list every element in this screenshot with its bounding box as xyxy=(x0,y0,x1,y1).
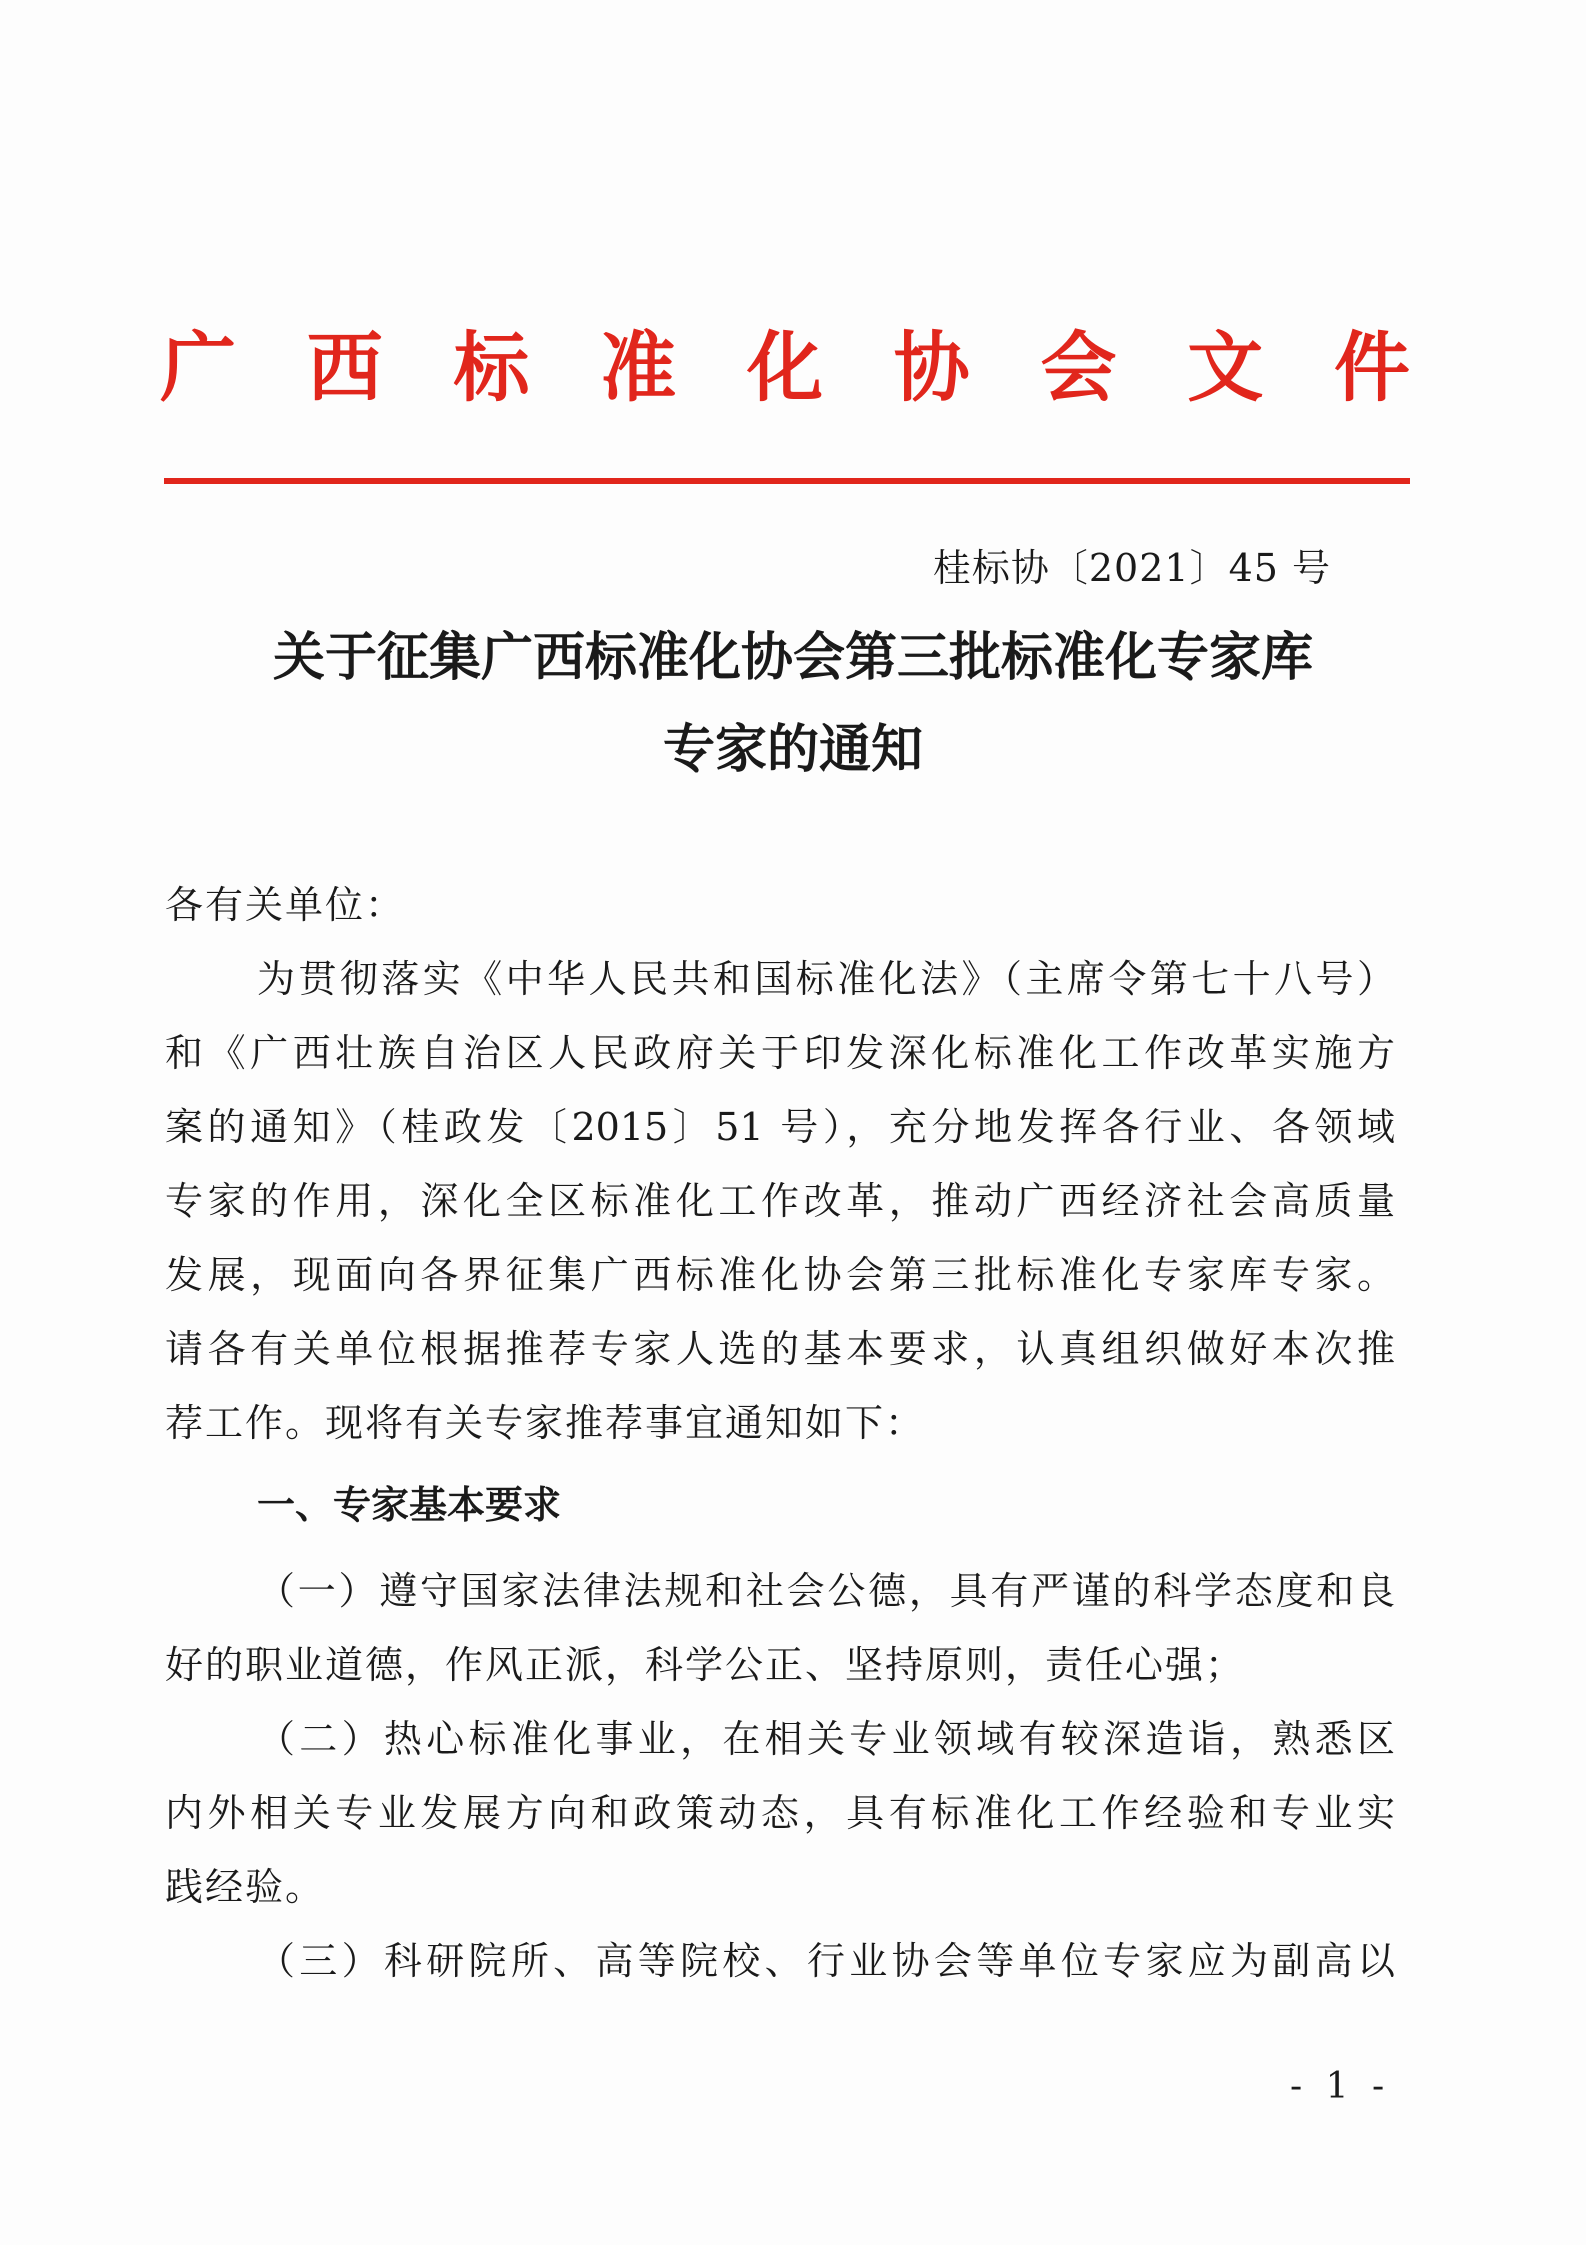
paragraph-line: 内外相关专业发展方向和政策动态，具有标准化工作经验和专业实 xyxy=(165,1791,1395,1835)
paragraph-line: （二）热心标准化事业，在相关专业领域有较深造诣，熟悉区 xyxy=(257,1717,1395,1761)
document-number: 桂标协〔2021〕45 号 xyxy=(932,546,1331,590)
letterhead xyxy=(160,318,1410,418)
letterhead-char: 文 xyxy=(1187,323,1264,412)
letterhead-char: 广 xyxy=(160,323,236,412)
letterhead-char: 标 xyxy=(453,323,530,412)
paragraph-line: 专家的作用，深化全区标准化工作改革，推动广西经济社会高质量 xyxy=(165,1179,1395,1223)
section-heading: 一、专家基本要求 xyxy=(257,1483,562,1527)
paragraph-line: 和《广西壮族自治区人民政府关于印发深化标准化工作改革实施方 xyxy=(165,1031,1395,1075)
document-title-line-1: 关于征集广西标准化协会第三批标准化专家库 xyxy=(272,628,1313,688)
paragraph-line: 践经验。 xyxy=(165,1865,326,1909)
paragraph-line: （一）遵守国家法律法规和社会公德，具有严谨的科学态度和良 xyxy=(257,1569,1395,1613)
paragraph-line: 好的职业道德，作风正派，科学公正、坚持原则，责任心强； xyxy=(165,1643,1246,1687)
salutation: 各有关单位： xyxy=(165,883,406,927)
letterhead-char: 协 xyxy=(893,323,970,412)
letterhead-char: 会 xyxy=(1040,323,1117,412)
page-number: - 1 - xyxy=(1290,2066,1391,2107)
document-title-line-2: 专家的通知 xyxy=(662,720,923,780)
paragraph-line: （三）科研院所、高等院校、行业协会等单位专家应为副高以 xyxy=(257,1939,1395,1983)
letterhead-char: 化 xyxy=(747,323,823,412)
letterhead-char: 准 xyxy=(600,323,677,412)
paragraph-line: 荐工作。现将有关专家推荐事宜通知如下： xyxy=(165,1401,926,1445)
paragraph-line: 为贯彻落实《中华人民共和国标准化法》（主席令第七十八号） xyxy=(257,957,1395,1001)
letterhead-char: 件 xyxy=(1334,323,1410,412)
paragraph-line: 发展，现面向各界征集广西标准化协会第三批标准化专家库专家。 xyxy=(165,1253,1395,1297)
letterhead-char: 西 xyxy=(306,323,383,412)
paragraph-line: 案的通知》（桂政发〔2015〕51 号），充分地发挥各行业、各领域 xyxy=(165,1105,1395,1149)
letterhead-red-rule xyxy=(164,478,1410,484)
paragraph-line: 请各有关单位根据推荐专家人选的基本要求，认真组织做好本次推 xyxy=(165,1327,1395,1371)
